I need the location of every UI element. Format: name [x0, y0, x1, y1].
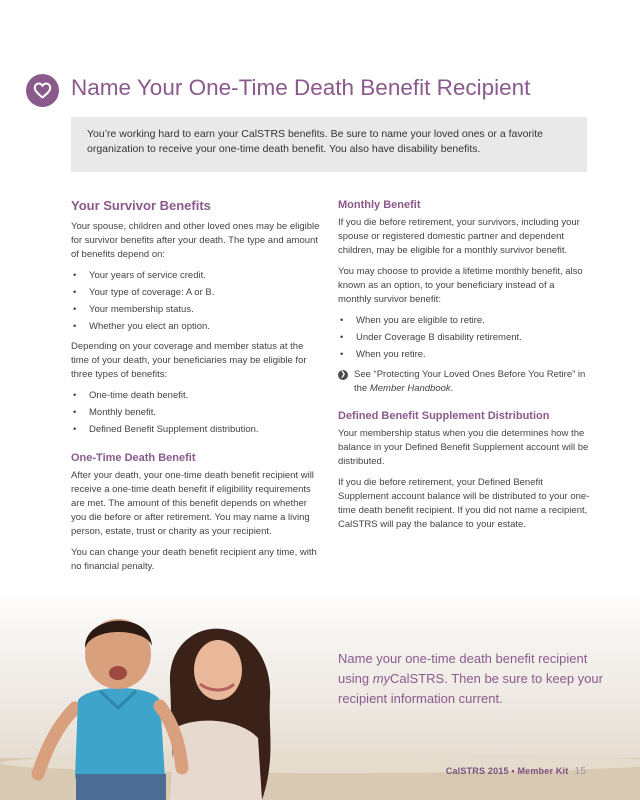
right-column	[338, 198, 590, 539]
caption-my-prefix: my	[372, 671, 391, 686]
survivor-intro-paragraph: Your spouse, children and other loved ones may be eligible for survivor benefits after your death. The type and amount of benefits depend on:	[71, 221, 320, 260]
intro-text: You’re working hard to earn your CalSTRS benefits. Be sure to name your loved ones or a favorite organization to receive your one-time death benefit. You also have disability benefits.	[87, 128, 544, 155]
change-recipient-paragraph: You can change your death benefit recipient any time, with no financial penalty.	[71, 547, 317, 572]
list-item: • Under Coverage B disability retirement.	[338, 331, 590, 345]
monthly-conditions-list	[338, 314, 590, 362]
list-item: • Your membership status.	[71, 303, 323, 317]
onetime-benefit-paragraph: After your death, your one-time death benefit recipient will receive a one-time death benefit if eligibility requirements are met. The amount of this benefit depends on whether you die before or after retirement. You may name a living person, estate, trust or charity as your recipient.	[71, 470, 314, 537]
handbook-reference[interactable]	[338, 368, 590, 396]
list-item: • Your type of coverage: A or B.	[71, 286, 323, 300]
left-column	[71, 198, 323, 581]
monthly-benefit-paragraph: If you die before retirement, your survivors, including your spouse or registered domestic partner and dependent children, may be eligible for a monthly survivor benefit.	[338, 217, 580, 256]
member-handbook-title: Member Handbook	[369, 383, 451, 394]
heart-icon	[26, 74, 59, 107]
survivor-benefits-heading: Your Survivor Benefits	[71, 198, 211, 213]
see-reference-text: See “Protecting Your Loved Ones Before You Retire” in the	[354, 369, 586, 394]
dbs-distribution-heading: Defined Benefit Supplement Distribution	[338, 410, 550, 422]
photo-caption	[338, 649, 608, 709]
dbs-before-retirement-paragraph: If you die before retirement, your Defined Benefit Supplement account balance will be distributed to your one-time death benefit recipient. If you did not name a recipient, CalSTRS will pay the balance to your estate.	[338, 477, 590, 530]
dbs-status-paragraph: Your membership status when you die determines how the balance in your Defined Benefit Supplement account will be distributed.	[338, 428, 589, 467]
page-number: 15	[574, 766, 586, 777]
benefit-types-list	[71, 389, 323, 437]
monthly-benefit-heading: Monthly Benefit	[338, 199, 421, 211]
list-item: • Defined Benefit Supplement distribution.	[71, 423, 323, 437]
see-reference-end: .	[450, 383, 454, 394]
list-item: • When you are eligible to retire.	[338, 314, 590, 328]
intro-box	[71, 117, 587, 172]
list-item: • Your years of service credit.	[71, 269, 323, 283]
arrow-right-icon: ❯	[338, 370, 348, 380]
benefit-types-paragraph: Depending on your coverage and member status at the time of your death, your beneficiaries may be eligible for three types of benefits:	[71, 341, 307, 380]
title-row	[26, 74, 626, 110]
list-item: • One-time death benefit.	[71, 389, 323, 403]
page-title: Name Your One-Time Death Benefit Recipient	[71, 75, 531, 100]
caption-text-start: Name your one-time death benefit recipient using	[338, 651, 588, 686]
onetime-benefit-heading: One-Time Death Benefit	[71, 452, 196, 464]
factors-list	[71, 269, 323, 334]
page-footer	[446, 766, 586, 777]
list-item: • When you retire.	[338, 348, 590, 362]
caption-text-end: CalSTRS. Then be sure to keep your recipient information current.	[338, 671, 603, 706]
list-item: • Whether you elect an option.	[71, 320, 323, 334]
list-item: • Monthly benefit.	[71, 406, 323, 420]
footer-label: CalSTRS 2015 • Member Kit	[445, 766, 569, 776]
lifetime-option-paragraph: You may choose to provide a lifetime monthly benefit, also known as an option, to your beneficiary instead of a monthly survivor benefit:	[338, 266, 583, 305]
